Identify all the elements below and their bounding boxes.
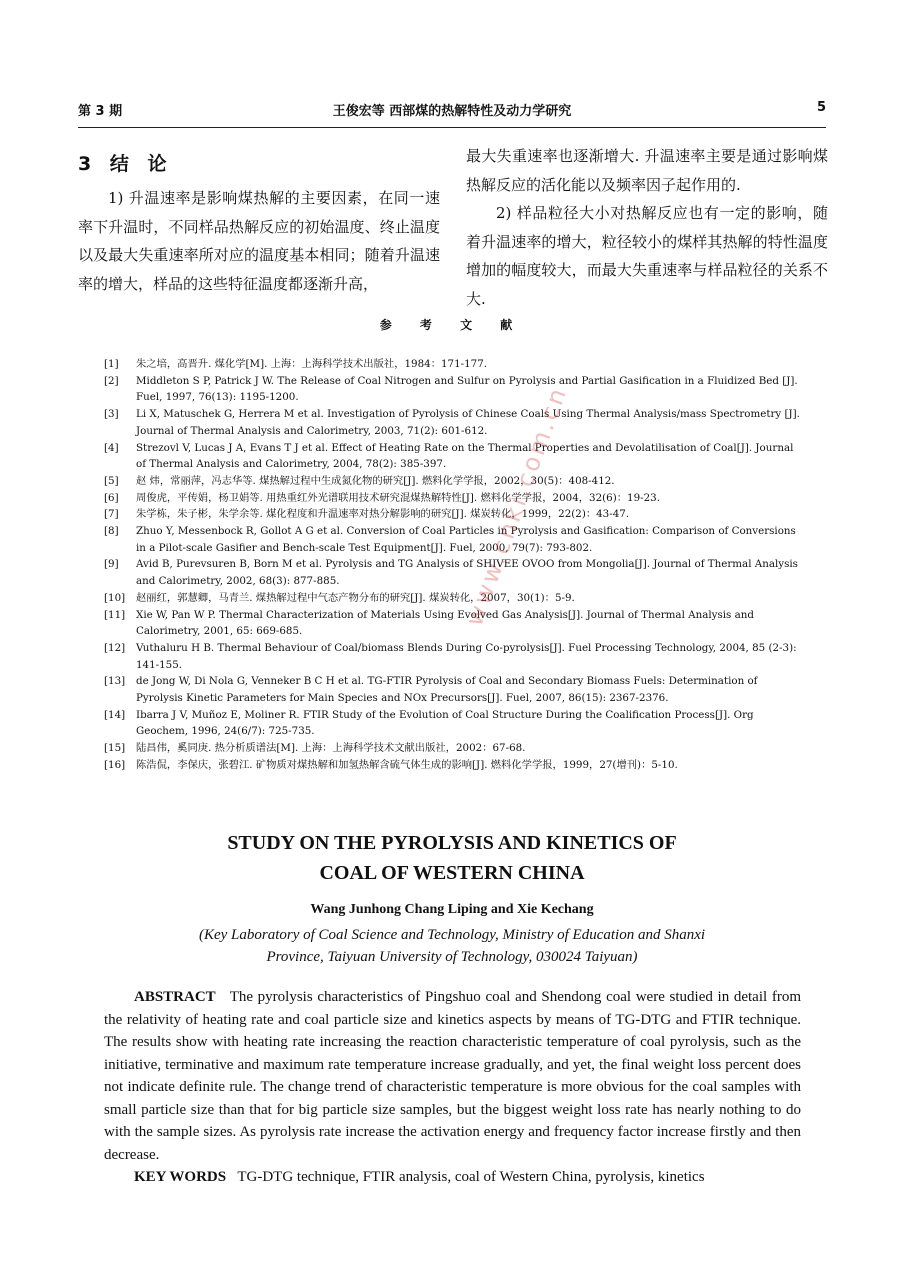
conclusion-paragraph-1: 1) 升温速率是影响煤热解的主要因素，在同一速率下升温时，不同样品热解反应的初始温度、终止温度以及最大失重速率所对应的温度基本相同；随着升温速率的增大，样品的这些特征温度都逐渐升高， [78, 189, 440, 293]
watermark: www.cnki.com.cn [460, 382, 573, 630]
reference-item: [6] 周俊虎，平传娟，杨卫娟等. 用热重红外光谱联用技术研究混煤热解特性[J]. 燃料化学学报，2004，32(6)：19-23. [104, 491, 660, 504]
reference-item: [10] 赵丽红，郭慧卿，马青兰. 煤热解过程中气态产物分布的研究[J]. 煤炭转化，2007，30(1)：5-9. [104, 591, 575, 604]
abstract [104, 986, 801, 1189]
page-number: 5 [816, 100, 826, 115]
english-title-line-1: STUDY ON THE PYROLYSIS AND KINETICS OF [227, 832, 677, 854]
header-rule [78, 127, 826, 128]
abstract-paragraph [104, 986, 801, 1166]
issue-number: 第 3 期 [78, 104, 123, 119]
running-title: 王俊宏等 西部煤的热解特性及动力学研究 [332, 104, 572, 119]
left-column [78, 142, 440, 298]
keywords-label: KEY WORDS [134, 1169, 227, 1185]
right-column [466, 142, 828, 313]
reference-item: [4] Strezovl V, Lucas J A, Evans T J et al. Effect of Heating Rate on the Thermal Properties and Devolatilisation of Coal[J]. Journal of Thermal Analysis and Calorimetry, 2004, 78(2): 385-397. [104, 441, 794, 471]
reference-list [104, 356, 804, 774]
keywords-text: TG-DTG technique, FTIR analysis, coal of Western China, pyrolysis, kinetics [237, 1169, 705, 1185]
reference-item: [2] Middleton S P, Patrick J W. The Release of Coal Nitrogen and Sulfur on Pyrolysis and Partial Gasification in a Fluidized Bed [J]. Fuel, 1997, 76(13): 1195-1200. [104, 374, 798, 404]
reference-item: [3] Li X, Matuschek G, Herrera M et al. Investigation of Pyrolysis of Chinese Coals Using Thermal Analysis/mass Spectrometry [J]. Journal of Thermal Analysis and Calorimetry, 2003, 71(2): 601-612. [104, 408, 800, 437]
abstract-label: ABSTRACT [134, 989, 216, 1005]
reference-item: [5] 赵 炜，常丽萍，冯志华等. 煤热解过程中生成氮化物的研究[J]. 燃料化学学报，2002，30(5)：408-412. [104, 474, 615, 487]
affiliation-line-1: (Key Laboratory of Coal Science and Technology, Ministry of Education and Shanxi [198, 927, 706, 943]
authors: Wang Junhong Chang Liping and Xie Kechang [310, 902, 594, 917]
abstract-text: The pyrolysis characteristics of Pingshuo coal and Shendong coal were studied in detail from the relativity of heating rate and coal particle size and kinetics aspects by means of TG-DTG and FTIR technique. The results show with heating rate increasing the reaction characteristic temperature of coal pyrolysis, such as the initiative, terminative and maximum rate temperature increase gradually, and yet, the final weight loss percent does not indicate definite rule. The change trend of characteristic temperature is more obvious for the coal samples with small particle size than that for big particle size samples, but the biggest weight loss rate has nearly nothing to do with the sample sizes. As pyrolysis rate increase the activation energy and frequency factor increase firstly and then decrease. [104, 989, 801, 1163]
reference-item: [1] 朱之培，高晋升. 煤化学[M]. 上海：上海科学技术出版社，1984：171-177. [104, 358, 488, 370]
reference-item: [13] de Jong W, Di Nola G, Venneker B C H et al. TG-FTIR Pyrolysis of Coal and Secondary Biomass Fuels: Determination of Pyrolysis Kinetic Parameters for Main Species and NOx Precursors[J]. Fuel, 2007, 86(15): 2367-2376. [104, 675, 758, 705]
reference-item: [14] Ibarra J V, Muñoz E, Moliner R. FTIR Study of the Evolution of Coal Structure During the Coalification Process[J]. Org Geochem, 1996, 24(6/7): 725-735. [104, 708, 754, 738]
section-title-conclusion: 3 结 论 [78, 153, 173, 175]
affiliation [0, 924, 904, 968]
references-title: 参 考 文 献 [379, 318, 525, 332]
conclusion-paragraph-1-continued: 最大失重速率也逐渐增大. 升温速率主要是通过影响煤热解反应的活化能以及频率因子起作用的. [466, 147, 828, 194]
reference-item: [8] Zhuo Y, Messenbock R, Gollot A G et al. Conversion of Coal Particles in Pyrolysis and Gasification: Comparison of Conversions in a Pilot-scale Gasifier and Bench-scale Test Equipment[J]. Fuel, 2000, 79(7): 793-802. [104, 525, 796, 554]
keywords-paragraph [104, 1166, 801, 1189]
running-header [78, 100, 826, 122]
affiliation-line-2: Province, Taiyuan University of Technology, 030024 Taiyuan) [266, 949, 638, 965]
reference-item: [11] Xie W, Pan W P. Thermal Characterization of Materials Using Evolved Gas Analysis[J]. Journal of Thermal Analysis and Calorimetry, 2001, 65: 669-685. [104, 608, 754, 638]
reference-item: [9] Avid B, Purevsuren B, Born M et al. Pyrolysis and TG Analysis of SHIVEE OVOO from Mongolia[J]. Journal of Thermal Analysis and Calorimetry, 2002, 68(3): 877-885. [104, 558, 798, 588]
reference-item: [16] 陈浩侃，李保庆，张碧江. 矿物质对煤热解和加氢热解含硫气体生成的影响[J]. 燃料化学学报，1999，27(增刊)：5-10. [104, 758, 678, 771]
english-title-line-2: COAL OF WESTERN CHINA [319, 862, 585, 884]
conclusion-paragraph-2: 2) 样品粒径大小对热解反应也有一定的影响，随着升温速率的增大，粒径较小的煤样其热解的特性温度增加的幅度较大，而最大失重速率与样品粒径的关系不大. [466, 204, 828, 308]
reference-item: [7] 朱学栋，朱子彬，朱学余等. 煤化程度和升温速率对热分解影响的研究[J]. 煤炭转化，1999，22(2)：43-47. [104, 508, 630, 521]
english-title [0, 828, 904, 888]
reference-item: [15] 陆昌伟，奚同庚. 热分析质谱法[M]. 上海：上海科学技术文献出版社，2002：67-68. [104, 742, 526, 755]
reference-item: [12] Vuthaluru H B. Thermal Behaviour of Coal/biomass Blends During Co-pyrolysis[J]. Fuel Processing Technology, 2004, 85 (2-3): 141-155. [104, 641, 797, 671]
